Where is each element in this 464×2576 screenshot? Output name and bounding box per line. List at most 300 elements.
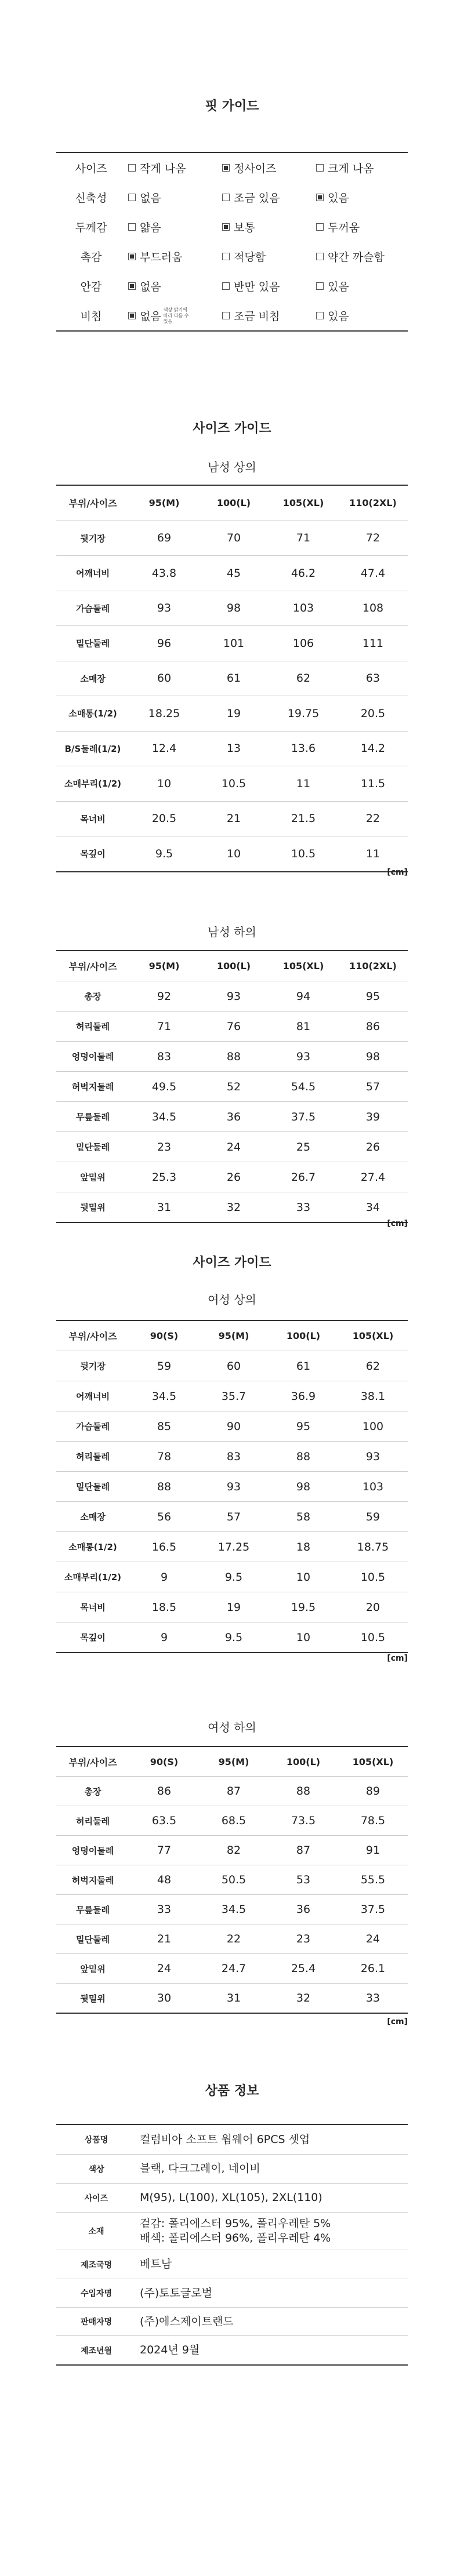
info-value-line: 배색: 폴리에스터 96%, 폴리우레탄 4% [140, 2232, 331, 2244]
measure-value: 19 [226, 707, 241, 720]
measure-value: 36 [226, 1110, 241, 1123]
table-row [56, 1502, 408, 1532]
measure-value: 54.5 [291, 1080, 316, 1093]
measure-value: 34 [365, 1200, 380, 1214]
measure-value: 13 [226, 742, 241, 755]
fit-guide-table [56, 152, 408, 332]
measure-value: 24 [226, 1140, 241, 1154]
fit-option-label: 약간 까슬함 [328, 251, 385, 264]
measure-value: 26.1 [360, 1962, 386, 1975]
table-row [56, 696, 408, 732]
measure-label: 허벅지둘레 [71, 1875, 114, 1886]
info-row [56, 2155, 408, 2184]
fit-option-label: 얇음 [140, 221, 161, 234]
info-key: 제조년월 [80, 2346, 113, 2356]
info-value-line: 베트남 [140, 2258, 172, 2271]
table-row [56, 1442, 408, 1472]
measure-label: 소매통(1/2) [68, 1542, 117, 1552]
measure-value: 21 [157, 1933, 172, 1945]
women-bottom-unit: [cm] [387, 2017, 408, 2026]
measure-value: 70 [226, 532, 241, 545]
info-row [56, 2336, 408, 2364]
unchecked-box-icon [316, 282, 324, 290]
measure-value: 83 [157, 1050, 172, 1063]
fit-option-label: 있음 [328, 192, 349, 205]
measure-value: 77 [157, 1844, 172, 1857]
men-size-guide-title: 사이즈 가이드 [193, 421, 271, 436]
fit-option [314, 160, 408, 176]
measure-value: 100 [362, 1420, 384, 1433]
measure-value: 20.5 [151, 812, 177, 825]
measure-value: 60 [157, 672, 172, 685]
column-header: 90(S) [150, 1330, 179, 1341]
measure-label: 가슴둘레 [76, 1421, 110, 1432]
measure-label: 앞밑위 [80, 1172, 106, 1183]
measure-value: 95 [365, 989, 380, 1003]
fit-option [126, 190, 220, 205]
fit-option-label: 없음 [140, 310, 161, 323]
measure-value: 98 [296, 1480, 311, 1493]
unchecked-box-icon [128, 194, 136, 201]
measure-value: 58 [296, 1510, 311, 1523]
fit-row [56, 301, 408, 330]
fit-option [314, 190, 408, 205]
table-row [56, 1924, 408, 1954]
fit-option [220, 160, 314, 176]
measure-label: 소매부리(1/2) [64, 778, 122, 789]
table-row [56, 1622, 408, 1652]
measure-value: 59 [365, 1510, 380, 1523]
measure-value: 33 [365, 1992, 380, 2004]
measure-value: 36 [296, 1903, 311, 1916]
measure-value: 23 [157, 1140, 172, 1154]
measure-value: 11.5 [360, 777, 386, 790]
table-row [56, 766, 408, 802]
measure-value: 61 [226, 672, 241, 685]
fit-row [56, 271, 408, 301]
fit-option [314, 278, 408, 294]
measure-value: 34.5 [221, 1903, 246, 1916]
measure-value: 52 [226, 1080, 241, 1093]
measure-value: 27.4 [360, 1170, 386, 1184]
table-row [56, 1984, 408, 2013]
measure-value: 57 [226, 1510, 241, 1523]
info-row [56, 2279, 408, 2308]
measure-value: 18.75 [357, 1540, 389, 1553]
column-header: 95(M) [148, 960, 180, 972]
measure-label: 어깨너비 [76, 1391, 110, 1402]
measure-value: 32 [226, 1200, 241, 1214]
measure-value: 19.5 [291, 1600, 316, 1614]
measure-value: 32 [296, 1992, 311, 2004]
measure-label: 무릎둘레 [76, 1112, 110, 1122]
measure-value: 34.5 [151, 1110, 177, 1123]
measure-label: 뒷밑위 [80, 1202, 106, 1213]
measure-label: 가슴둘레 [76, 603, 110, 614]
men-top-size-table [56, 485, 408, 872]
fit-option [314, 308, 408, 323]
measure-value: 22 [365, 812, 380, 825]
measure-value: 26 [365, 1140, 380, 1154]
women-top-size-table [56, 1320, 408, 1653]
measure-value: 20.5 [360, 707, 386, 720]
column-header: 105(XL) [282, 960, 324, 972]
measure-value: 14.2 [360, 742, 386, 755]
checked-box-icon [222, 164, 230, 172]
measure-value: 24.7 [221, 1962, 246, 1975]
measure-value: 11 [296, 777, 311, 790]
unchecked-box-icon [316, 312, 324, 319]
measure-value: 96 [157, 636, 172, 650]
measure-value: 48 [157, 1873, 172, 1886]
measure-value: 103 [292, 602, 314, 615]
info-row [56, 2308, 408, 2336]
measure-value: 35.7 [221, 1389, 246, 1403]
measure-value: 88 [226, 1050, 241, 1063]
fit-option [220, 219, 314, 235]
table-row [56, 1162, 408, 1192]
measure-value: 37.5 [360, 1903, 386, 1916]
fit-row-label: 사이즈 [75, 162, 107, 175]
fit-row-label: 촉감 [80, 251, 102, 264]
measure-value: 46.2 [291, 566, 316, 580]
measure-label: 목너비 [80, 1602, 106, 1613]
info-value-line: 컬럼비아 소프트 웜웨어 6PCS 셋업 [140, 2133, 310, 2146]
measure-value: 93 [226, 1480, 241, 1493]
fit-option-label: 조금 있음 [234, 192, 280, 205]
column-header: 100(L) [286, 1330, 321, 1341]
measure-value: 72 [365, 532, 380, 545]
measure-label: 뒷기장 [80, 533, 106, 544]
measure-value: 21 [226, 812, 241, 825]
table-row [56, 591, 408, 627]
fit-option [126, 160, 220, 176]
fit-option [220, 278, 314, 294]
measure-value: 47.4 [360, 566, 386, 580]
measure-value: 10 [296, 1570, 311, 1584]
table-row [56, 1895, 408, 1924]
measure-label: 엉덩이둘레 [71, 1051, 114, 1062]
measure-value: 92 [157, 989, 172, 1003]
measure-value: 57 [365, 1080, 380, 1093]
measure-value: 10.5 [360, 1631, 386, 1644]
measure-value: 71 [296, 532, 311, 545]
fit-option-label: 보통 [234, 221, 255, 234]
measure-value: 26.7 [291, 1170, 316, 1184]
measure-value: 31 [226, 1992, 241, 2004]
column-header: 95(M) [218, 1756, 249, 1767]
info-value [136, 2286, 212, 2301]
measure-value: 88 [296, 1785, 311, 1798]
column-header: 105(XL) [282, 497, 324, 509]
men-top-subtitle: 남성 상의 [208, 460, 256, 474]
measure-value: 62 [365, 1359, 380, 1373]
table-header-row [56, 951, 408, 981]
measure-value: 78 [157, 1450, 172, 1463]
measure-value: 9.5 [155, 847, 173, 860]
table-row [56, 1012, 408, 1042]
women-top-subtitle: 여성 상의 [208, 1293, 256, 1307]
measure-value: 25.3 [151, 1170, 177, 1184]
unchecked-box-icon [316, 253, 324, 260]
measure-value: 45 [226, 566, 241, 580]
measure-value: 39 [365, 1110, 380, 1123]
measure-label: 어깨너비 [76, 568, 110, 579]
measure-value: 33 [157, 1903, 172, 1916]
measure-value: 91 [365, 1844, 380, 1857]
info-row [56, 2125, 408, 2155]
measure-label: 소매통(1/2) [68, 708, 117, 719]
table-row [56, 802, 408, 837]
measure-value: 95 [296, 1420, 311, 1433]
unchecked-box-icon [128, 223, 136, 231]
info-value [136, 2162, 260, 2176]
measure-label: 목깊이 [80, 1632, 106, 1643]
measure-value: 76 [226, 1020, 241, 1033]
table-row [56, 556, 408, 591]
measure-value: 98 [365, 1050, 380, 1063]
measure-value: 90 [226, 1420, 241, 1433]
measure-value: 10 [226, 847, 241, 860]
fit-row-label: 비침 [80, 310, 102, 323]
measure-label: 밑단둘레 [76, 1142, 110, 1152]
checked-box-icon [128, 312, 136, 319]
column-header: 부위/사이즈 [68, 961, 117, 972]
table-header-row [56, 1321, 408, 1351]
fit-row-label: 안감 [80, 281, 102, 293]
measure-value: 93 [157, 602, 172, 615]
measure-value: 19 [226, 1600, 241, 1614]
measure-value: 18.5 [151, 1600, 177, 1614]
measure-value: 10.5 [291, 847, 316, 860]
measure-value: 23 [296, 1933, 311, 1945]
measure-value: 31 [157, 1200, 172, 1214]
table-row [56, 1472, 408, 1502]
info-value [136, 2133, 310, 2147]
measure-value: 82 [226, 1844, 241, 1857]
measure-label: 밑단둘레 [76, 1934, 110, 1945]
measure-value: 10 [296, 1631, 311, 1644]
measure-value: 17.25 [217, 1540, 250, 1553]
measure-label: 소매장 [80, 673, 106, 684]
table-row [56, 981, 408, 1012]
info-key: 사이즈 [84, 2193, 108, 2203]
measure-value: 10.5 [221, 777, 246, 790]
measure-value: 71 [157, 1020, 172, 1033]
info-value-line: (주)토토글로벌 [140, 2286, 212, 2300]
measure-value: 9.5 [224, 1631, 243, 1644]
measure-value: 86 [365, 1020, 380, 1033]
table-row [56, 1381, 408, 1411]
measure-value: 20 [365, 1600, 380, 1614]
checked-box-icon [222, 223, 230, 231]
measure-value: 94 [296, 989, 311, 1003]
table-row [56, 1777, 408, 1806]
table-header-row [56, 486, 408, 521]
info-row [56, 2213, 408, 2250]
info-key: 소재 [88, 2227, 104, 2236]
table-header-row [56, 1747, 408, 1777]
measure-value: 62 [296, 672, 311, 685]
measure-value: 63 [365, 672, 380, 685]
women-bottom-size-table [56, 1746, 408, 2014]
info-value-line: M(95), L(100), XL(105), 2XL(110) [140, 2191, 322, 2204]
table-row [56, 1836, 408, 1865]
measure-value: 13.6 [291, 742, 316, 755]
info-value [136, 2217, 331, 2246]
column-header: 100(L) [216, 497, 251, 509]
product-info-table [56, 2124, 408, 2366]
fit-option-label: 적당함 [234, 251, 266, 264]
measure-label: 목깊이 [80, 849, 106, 860]
info-key: 수입자명 [80, 2289, 113, 2298]
table-row [56, 661, 408, 697]
fit-option-label: 조금 비침 [234, 310, 280, 323]
measure-label: 허리둘레 [76, 1021, 110, 1032]
info-value [136, 2257, 172, 2272]
measure-value: 63.5 [151, 1814, 177, 1827]
measure-value: 53 [296, 1873, 311, 1886]
measure-value: 78.5 [360, 1814, 386, 1827]
checked-box-icon [128, 282, 136, 290]
unchecked-box-icon [222, 194, 230, 201]
table-row [56, 1532, 408, 1562]
fit-option-label: 없음 [140, 281, 161, 293]
fit-row-label: 두께감 [75, 221, 107, 234]
fit-option [126, 278, 220, 294]
measure-value: 50.5 [221, 1873, 246, 1886]
measure-value: 24 [365, 1933, 380, 1945]
measure-label: 소매장 [80, 1512, 106, 1522]
column-header: 100(L) [286, 1756, 321, 1767]
info-key: 상품명 [84, 2135, 108, 2145]
unchecked-box-icon [316, 164, 324, 172]
info-value-line: (주)에스제이트랜드 [140, 2315, 234, 2328]
fit-option-label: 부드러움 [140, 251, 183, 264]
column-header: 105(XL) [352, 1756, 394, 1767]
fit-option [220, 308, 314, 323]
info-row [56, 2250, 408, 2279]
fit-option-label: 반만 있음 [234, 281, 280, 293]
measure-value: 33 [296, 1200, 311, 1214]
column-header: 100(L) [216, 960, 251, 972]
measure-value: 93 [365, 1450, 380, 1463]
measure-label: 앞밑위 [80, 1963, 106, 1974]
measure-label: 무릎둘레 [76, 1904, 110, 1915]
measure-label: 뒷기장 [80, 1361, 106, 1371]
fit-row [56, 212, 408, 242]
women-top-unit: [cm] [387, 1654, 408, 1663]
table-row [56, 1132, 408, 1162]
measure-value: 19.75 [287, 707, 320, 720]
fit-option-label: 있음 [328, 281, 349, 293]
measure-value: 87 [296, 1844, 311, 1857]
info-value [136, 2343, 200, 2357]
measure-value: 22 [226, 1933, 241, 1945]
fit-option [220, 190, 314, 205]
fit-option-note: 색상 밝기에 따라 다를 수 있음 [163, 307, 189, 324]
women-size-guide-title: 사이즈 가이드 [193, 1256, 271, 1270]
table-row [56, 1102, 408, 1132]
fit-option-label: 정사이즈 [234, 162, 277, 175]
measure-value: 59 [157, 1359, 172, 1373]
fit-row [56, 242, 408, 271]
fit-option-label: 두꺼움 [328, 221, 360, 234]
column-header: 부위/사이즈 [68, 1756, 117, 1768]
measure-value: 56 [157, 1510, 172, 1523]
measure-value: 88 [296, 1450, 311, 1463]
column-header: 95(M) [218, 1330, 249, 1341]
checked-box-icon [128, 253, 136, 260]
fit-option [314, 219, 408, 235]
measure-value: 69 [157, 532, 172, 545]
info-row [56, 2184, 408, 2213]
measure-value: 108 [362, 602, 384, 615]
measure-label: 엉덩이둘레 [71, 1845, 114, 1856]
measure-value: 36.9 [291, 1389, 316, 1403]
fit-row [56, 183, 408, 212]
table-row [56, 1865, 408, 1895]
checked-box-icon [316, 194, 324, 201]
table-row [56, 836, 408, 871]
measure-value: 111 [362, 636, 384, 650]
measure-value: 55.5 [360, 1873, 386, 1886]
measure-value: 61 [296, 1359, 311, 1373]
measure-label: 허리둘레 [76, 1815, 110, 1827]
measure-value: 43.8 [151, 566, 177, 580]
measure-value: 25 [296, 1140, 311, 1154]
info-value-line: 2024년 9월 [140, 2344, 200, 2356]
unchecked-box-icon [222, 253, 230, 260]
measure-value: 9.5 [224, 1570, 243, 1584]
fit-option-label: 작게 나옴 [140, 162, 186, 175]
measure-label: 목너비 [80, 813, 106, 824]
info-key: 색상 [88, 2164, 104, 2174]
fit-guide-title: 핏 가이드 [205, 99, 259, 114]
measure-value: 88 [157, 1480, 172, 1493]
measure-label: 허리둘레 [76, 1451, 110, 1462]
measure-value: 30 [157, 1992, 172, 2004]
measure-value: 9 [160, 1631, 168, 1644]
measure-value: 9 [160, 1570, 168, 1584]
measure-value: 81 [296, 1020, 311, 1033]
column-header: 95(M) [148, 497, 180, 509]
fit-option [314, 249, 408, 264]
measure-value: 86 [157, 1785, 172, 1798]
fit-option-label: 크게 나옴 [328, 162, 374, 175]
table-row [56, 1042, 408, 1072]
info-value-line: 블랙, 다크그레이, 네이비 [140, 2162, 260, 2175]
fit-option [126, 249, 220, 264]
unchecked-box-icon [316, 223, 324, 231]
table-row [56, 521, 408, 556]
info-value-line: 겉감: 폴리에스터 95%, 폴리우레탄 5% [140, 2217, 331, 2230]
measure-value: 21.5 [291, 812, 316, 825]
fit-option [220, 249, 314, 264]
measure-label: B/S둘레(1/2) [64, 743, 121, 754]
measure-value: 98 [226, 602, 241, 615]
measure-value: 18.25 [148, 707, 180, 720]
table-row [56, 1562, 408, 1592]
measure-value: 25.4 [291, 1962, 316, 1975]
measure-value: 93 [226, 989, 241, 1003]
measure-value: 12.4 [151, 742, 177, 755]
fit-option-label: 있음 [328, 310, 349, 323]
measure-value: 26 [226, 1170, 241, 1184]
men-bottom-unit: [cm] [387, 1219, 408, 1228]
men-bottom-size-table [56, 950, 408, 1223]
product-info-title: 상품 정보 [205, 2084, 259, 2098]
